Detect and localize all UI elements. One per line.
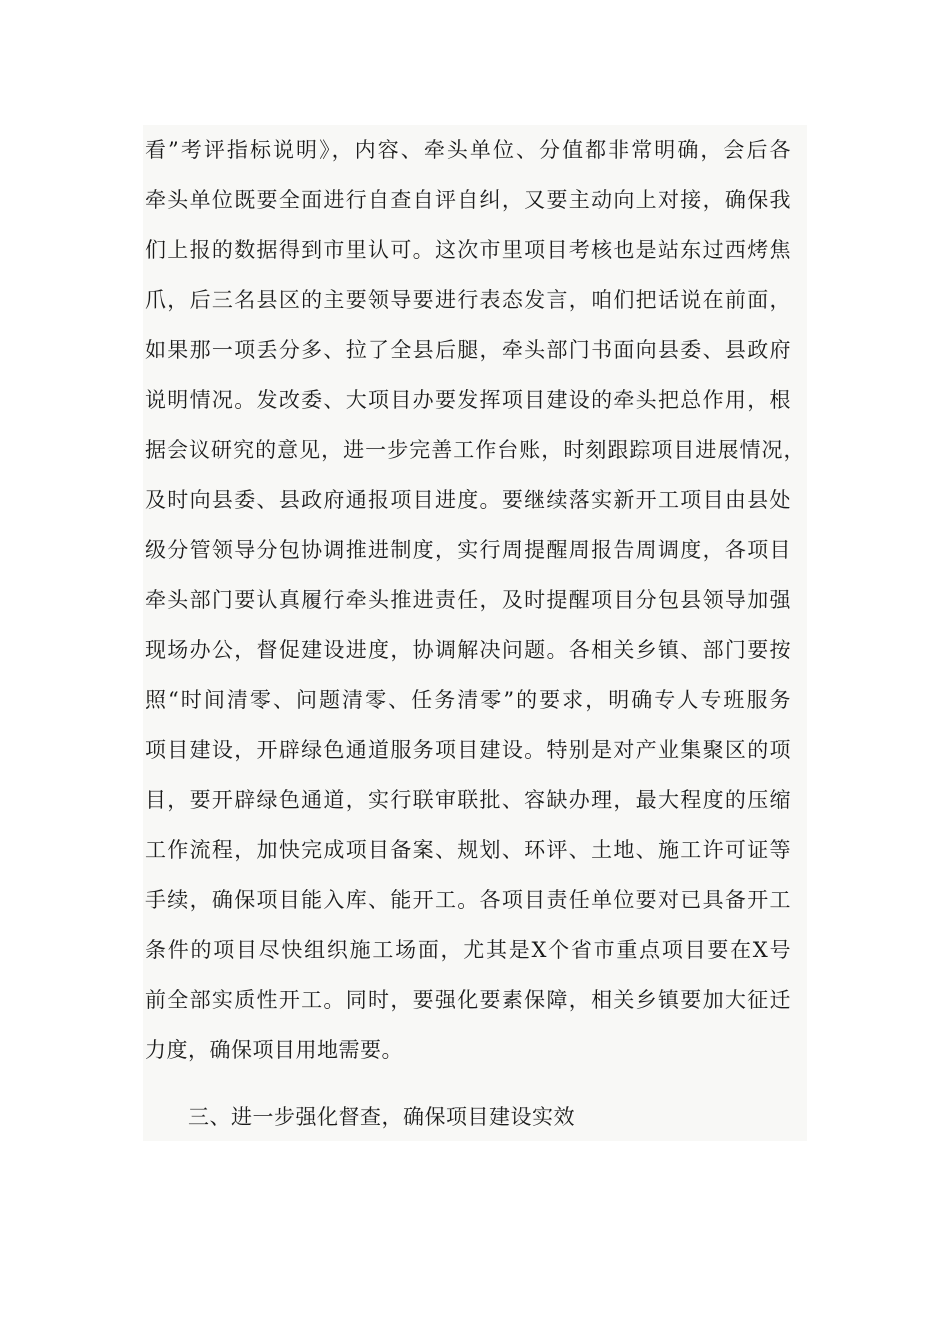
paragraph-line: 牵头单位既要全面进行自查自评自纠，又要主动向上对接，确保我	[145, 188, 791, 212]
paragraph-line: 们上报的数据得到市里认可。这次市里项目考核也是站东过西烤焦	[145, 238, 791, 262]
paragraph-line: 爪，后三名县区的主要领导要进行表态发言，咱们把话说在前面，	[145, 288, 791, 312]
paragraph-line: 牵头部门要认真履行牵头推进责任，及时提醒项目分包县领导加强	[145, 588, 791, 612]
paragraph-line: 手续，确保项目能入库、能开工。各项目责任单位要对已具备开工	[145, 888, 791, 912]
section-heading: 三、进一步强化督查，确保项目建设实效	[188, 1105, 575, 1129]
paragraph-line: 工作流程，加快完成项目备案、规划、环评、土地、施工许可证等	[145, 838, 791, 862]
paragraph-line: 条件的项目尽快组织施工场面，尤其是X个省市重点项目要在X号	[145, 938, 791, 962]
paragraph-line: 说明情况。发改委、大项目办要发挥项目建设的牵头把总作用，根	[145, 388, 791, 412]
paragraph-line: 及时向县委、县政府通报项目进度。要继续落实新开工项目由县处	[145, 488, 791, 512]
paragraph-line: 项目建设，开辟绿色通道服务项目建设。特别是对产业集聚区的项	[145, 738, 791, 762]
paragraph-line: 力度，确保项目用地需要。	[145, 1038, 403, 1062]
paragraph-line: 如果那一项丢分多、拉了全县后腿，牵头部门书面向县委、县政府	[145, 338, 791, 362]
paragraph-line: 照“时间清零、问题清零、任务清零”的要求，明确专人专班服务	[145, 688, 791, 712]
paragraph-line: 现场办公，督促建设进度，协调解决问题。各相关乡镇、部门要按	[145, 638, 791, 662]
paragraph-line: 看”考评指标说明》，内容、牵头单位、分值都非常明确，会后各	[145, 138, 791, 162]
paragraph-line: 前全部实质性开工。同时，要强化要素保障，相关乡镇要加大征迁	[145, 988, 791, 1012]
paragraph-line: 据会议研究的意见，进一步完善工作台账，时刻跟踪项目进展情况，	[145, 438, 805, 462]
paragraph-line: 目，要开辟绿色通道，实行联审联批、容缺办理，最大程度的压缩	[145, 788, 791, 812]
paragraph-line: 级分管领导分包协调推进制度，实行周提醒周报告周调度，各项目	[145, 538, 791, 562]
